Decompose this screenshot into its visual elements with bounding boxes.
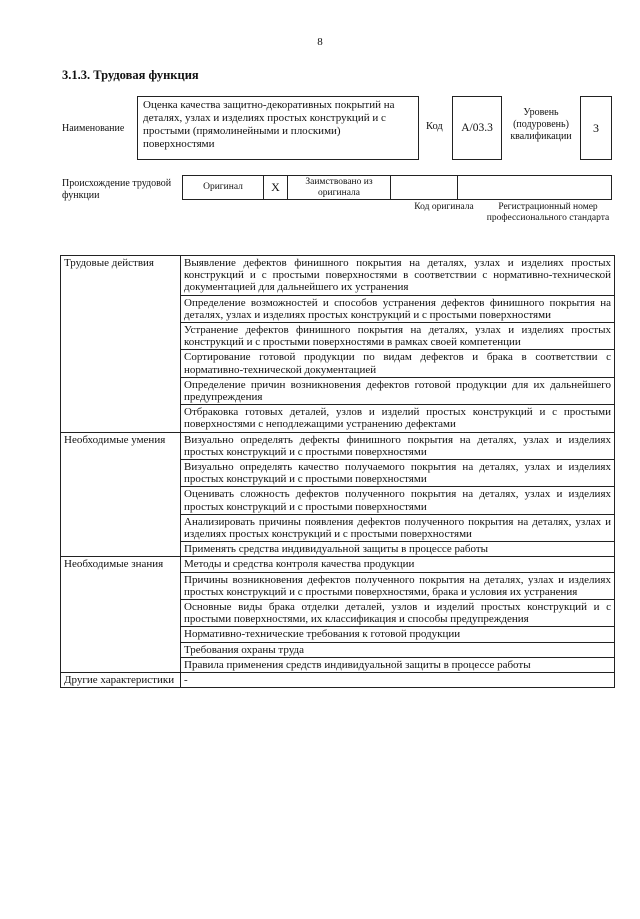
section-item: Требования охраны труда <box>181 642 615 657</box>
original-label: Оригинал <box>203 182 243 192</box>
origin-row <box>182 175 614 200</box>
section-item: Основные виды брака отделки деталей, узлов и изделий простых конструкций и с простыми поверхностями, их классификация и способы предупреждения <box>181 600 615 627</box>
section-title: Трудовые действия <box>61 256 181 433</box>
table-row <box>61 256 615 296</box>
original-mark-cell <box>263 175 288 200</box>
section-title: Необходимые знания <box>61 557 181 673</box>
section-item: Методы и средства контроля качества продукции <box>181 557 615 572</box>
labor-function-table-body <box>61 256 615 688</box>
level-label: Уровень (подуровень) квалификации <box>510 107 572 142</box>
registration-caption: Регистрационный номер профессионального стандарта <box>486 202 610 223</box>
section-title: Необходимые умения <box>61 432 181 557</box>
section-item: Причины возникновения дефектов полученного покрытия на деталях, узлах и изделиях простых конструкций и с простыми поверхностями, брака и условия их устранения <box>181 572 615 599</box>
code-caption: Код оригинала <box>414 202 474 212</box>
table-row <box>61 673 615 688</box>
section-item: Нормативно-технические требования к готовой продукции <box>181 627 615 642</box>
original-mark: X <box>271 180 280 194</box>
name-label: Наименование <box>62 123 125 134</box>
borrowed-label: Заимствовано из оригинала <box>305 176 373 198</box>
section-item: Определение возможностей и способов устранения дефектов финишного покрытия на деталях, узлах и изделиях простых конструкций и с простыми поверхностями <box>181 295 615 322</box>
borrowed-cell <box>287 175 391 200</box>
function-code-box: A/03.3 <box>452 96 502 160</box>
origin-code-cell <box>390 175 458 200</box>
section-item: Оценивать сложность дефектов полученного покрытия на деталях, узлах и изделиях простых конструкций и с простыми поверхностями <box>181 487 615 514</box>
origin-label: Происхождение трудовой функции <box>62 178 172 201</box>
section-item: Анализировать причины появления дефектов полученного покрытия на деталях, узлах и изделиях простых конструкций и с простыми поверхностями <box>181 514 615 541</box>
section-item: Определение причин возникновения дефектов готовой продукции для их дальнейшего предупреждения <box>181 377 615 404</box>
registration-number-cell <box>457 175 612 200</box>
section-item: - <box>181 673 615 688</box>
code-label: Код <box>426 121 443 132</box>
function-name-box: Оценка качества защитно-декоративных покрытий на деталях, узлах и изделиях простых конструкций и с простыми (прямолинейными и плоскими) поверхностями <box>137 96 419 160</box>
section-heading: 3.1.3. Трудовая функция <box>62 68 199 82</box>
original-cell <box>182 175 264 200</box>
section-item: Правила применения средств индивидуальной защиты в процессе работы <box>181 657 615 672</box>
section-item: Устранение дефектов финишного покрытия на деталях, узлах и изделиях простых конструкций и с простыми поверхностями в рамках своей компетенции <box>181 323 615 350</box>
section-item: Визуально определять дефекты финишного покрытия на деталях, узлах и изделиях простых конструкций и с простыми поверхностями <box>181 432 615 459</box>
section-item: Визуально определять качество получаемого покрытия на деталях, узлах и изделиях простых конструкций и с простыми поверхностями <box>181 460 615 487</box>
section-title: Другие характеристики <box>61 673 181 688</box>
section-item: Выявление дефектов финишного покрытия на деталях, узлах и изделиях простых конструкций и с простыми поверхностями в соответствии с нормативно-технической документацией для дальнейшего их устранения <box>181 256 615 296</box>
section-item: Применять средства индивидуальной защиты в процессе работы <box>181 542 615 557</box>
table-row <box>61 432 615 459</box>
level-value-box: 3 <box>580 96 612 160</box>
labor-function-table <box>60 255 615 688</box>
section-item: Сортирование готовой продукции по видам дефектов и брака в соответствии с нормативно-технической документацией <box>181 350 615 377</box>
section-item: Отбраковка готовых деталей, узлов и изделий простых конструкций и с простыми поверхностями с неподлежащими устранению дефектами <box>181 405 615 432</box>
page-number: 8 <box>317 36 323 48</box>
table-row <box>61 557 615 572</box>
